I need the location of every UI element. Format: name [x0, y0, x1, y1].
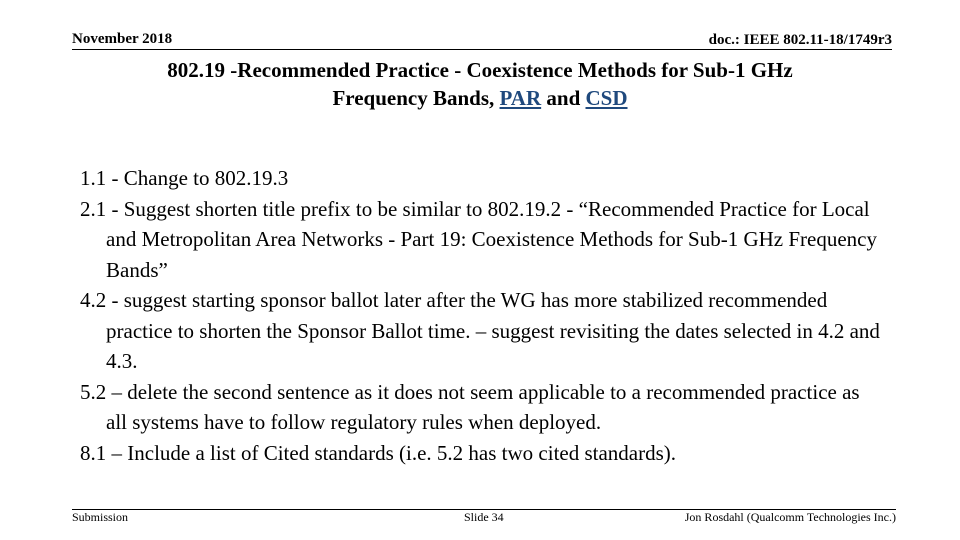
comment-item: 2.1 - Suggest shorten title prefix to be similar to 802.19.2 - “Recommended Practice for Local and Metropolitan Area Networks - Part 19: Coexistence Methods for Sub-1 GHz Frequency Bands”: [80, 196, 877, 282]
comment-item: 5.2 – delete the second sentence as it does not seem applicable to a recommended practice as all systems have to follow regulatory rules when deployed.: [80, 379, 860, 434]
footer-slide-number: Slide 34: [464, 510, 504, 524]
comment-item: 1.1 - Change to 802.19.3: [80, 166, 289, 190]
footer-author: Jon Rosdahl (Qualcomm Technologies Inc.): [684, 510, 896, 524]
title-line-2-prefix: Frequency Bands,: [332, 86, 500, 110]
comment-item: 4.2 - suggest starting sponsor ballot later after the WG has more stabilized recommended practice to shorten the Sponsor Ballot time. – suggest revisiting the dates selected in 4.2 and 4.3.: [80, 288, 880, 373]
title-line-1: 802.19 -Recommended Practice - Coexistence Methods for Sub-1 GHz: [167, 58, 793, 82]
slide-title: [60, 56, 900, 112]
csd-link[interactable]: CSD: [585, 86, 628, 110]
header-date: November 2018: [72, 31, 173, 47]
comment-list: [80, 163, 880, 468]
title-and-text: and: [541, 86, 586, 110]
comment-item: 8.1 – Include a list of Cited standards (i.e. 5.2 has two cited standards).: [80, 440, 677, 465]
header-doc-id: doc.: IEEE 802.11-18/1749r3: [708, 32, 892, 48]
footer-submission: Submission: [72, 510, 129, 524]
header-divider: [72, 49, 892, 50]
par-link[interactable]: PAR: [499, 86, 542, 110]
